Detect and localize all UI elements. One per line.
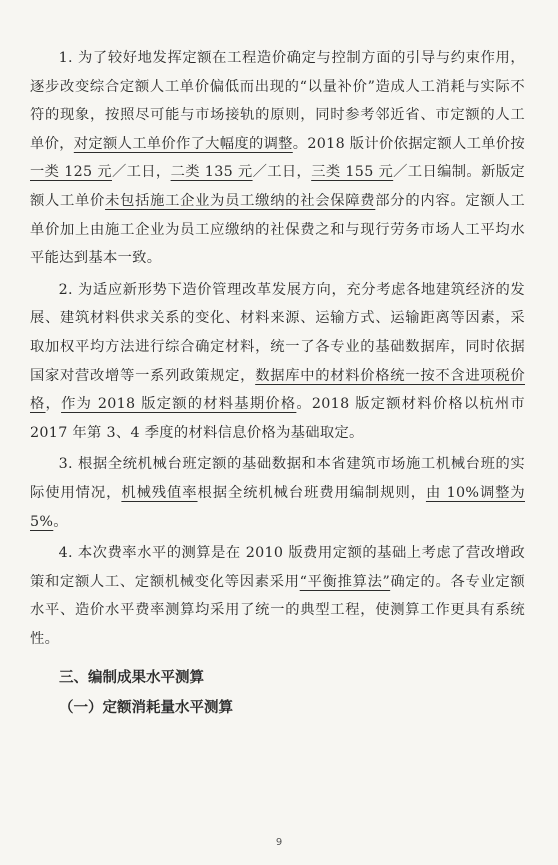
paragraph-p4 [30,539,525,653]
body-text: 2. 为适应新形势下造价管理改革发展方向，充分考虑各地建筑经济的发展、建筑材料供求关系的变化、材料来源、运输方式、运输距离等因素，采取加权平均方法进行综合确定材料，统一了各专业的基础数据库，同时依据国家对营改增等一系列政策规定， [30,281,525,384]
underlined-text: 一类 125 元 [30,164,112,181]
body-text: ／工日， [252,164,312,181]
section-heading: 三、编制成果水平测算 [59,670,204,687]
body-text: 。2018 版计价依据定额人工单价按 [292,135,525,152]
underlined-text: 二类 135 元 [170,164,253,181]
body-text: 。2018 版定额材料价格以杭州市 2017 年第 3、4 季度的材料信息价格为基础取定。 [30,396,526,441]
underlined-text: 作为 2018 版定额的材料基期价格 [61,396,297,413]
body-text: 根据全统机械台班费用编制规则， [197,484,426,501]
underlined-text: 机械残值率 [121,484,198,501]
paragraph-container [30,44,525,653]
body-text: ／工日编制。新版定额人工单价 [30,164,525,209]
body-text: ／工日， [111,164,171,181]
underlined-text: 由 10%调整为 5% [30,484,525,530]
body-text: 部分的内容。定额人工单价加上由施工企业为员工应缴纳的社保费之和与现行劳务市场人工平均水平能达到基本一致。 [30,192,526,267]
underlined-text: 对定额人工单价作了大幅度的调整 [73,135,293,152]
page-content [30,44,525,723]
body-text: 确定的。各专业定额水平、造价水平费率测算均采用了统一的典型工程，使测算工作更具有系统性。 [30,573,525,647]
body-text: 1. 为了较好地发挥定额在工程造价确定与控制方面的引导与约束作用，逐步改变综合定额人工单价偏低而出现的“以量补价”造成人工消耗与实际不符的现象，按照尽可能与市场接轨的原则，同时参考邻近省、市定额的人工单价， [30,50,525,152]
paragraph-p1 [30,44,525,273]
underlined-text: 三类 155 元 [311,164,394,181]
body-text: ， [45,396,62,413]
subsection-heading: （一）定额消耗量水平测算 [59,700,233,717]
body-text: 3. 根据全统机械台班定额的基础数据和本省建筑市场施工机械台班的实际使用情况， [30,456,525,501]
body-text: 。 [53,513,68,530]
underlined-text: “平衡推算法” [299,573,391,590]
underlined-text: 未包括施工企业为员工缴纳的社会保障费 [105,192,376,209]
paragraph-p3 [30,450,525,536]
underlined-text: 数据库中的材料价格统一按不含进项税价格 [30,367,525,413]
page-number: 9 [275,837,283,848]
paragraph-p2 [30,276,525,448]
body-text: 4. 本次费率水平的测算是在 2010 版费用定额的基础上考虑了营改增政策和定额人工、定额机械变化等因素采用 [30,545,525,590]
